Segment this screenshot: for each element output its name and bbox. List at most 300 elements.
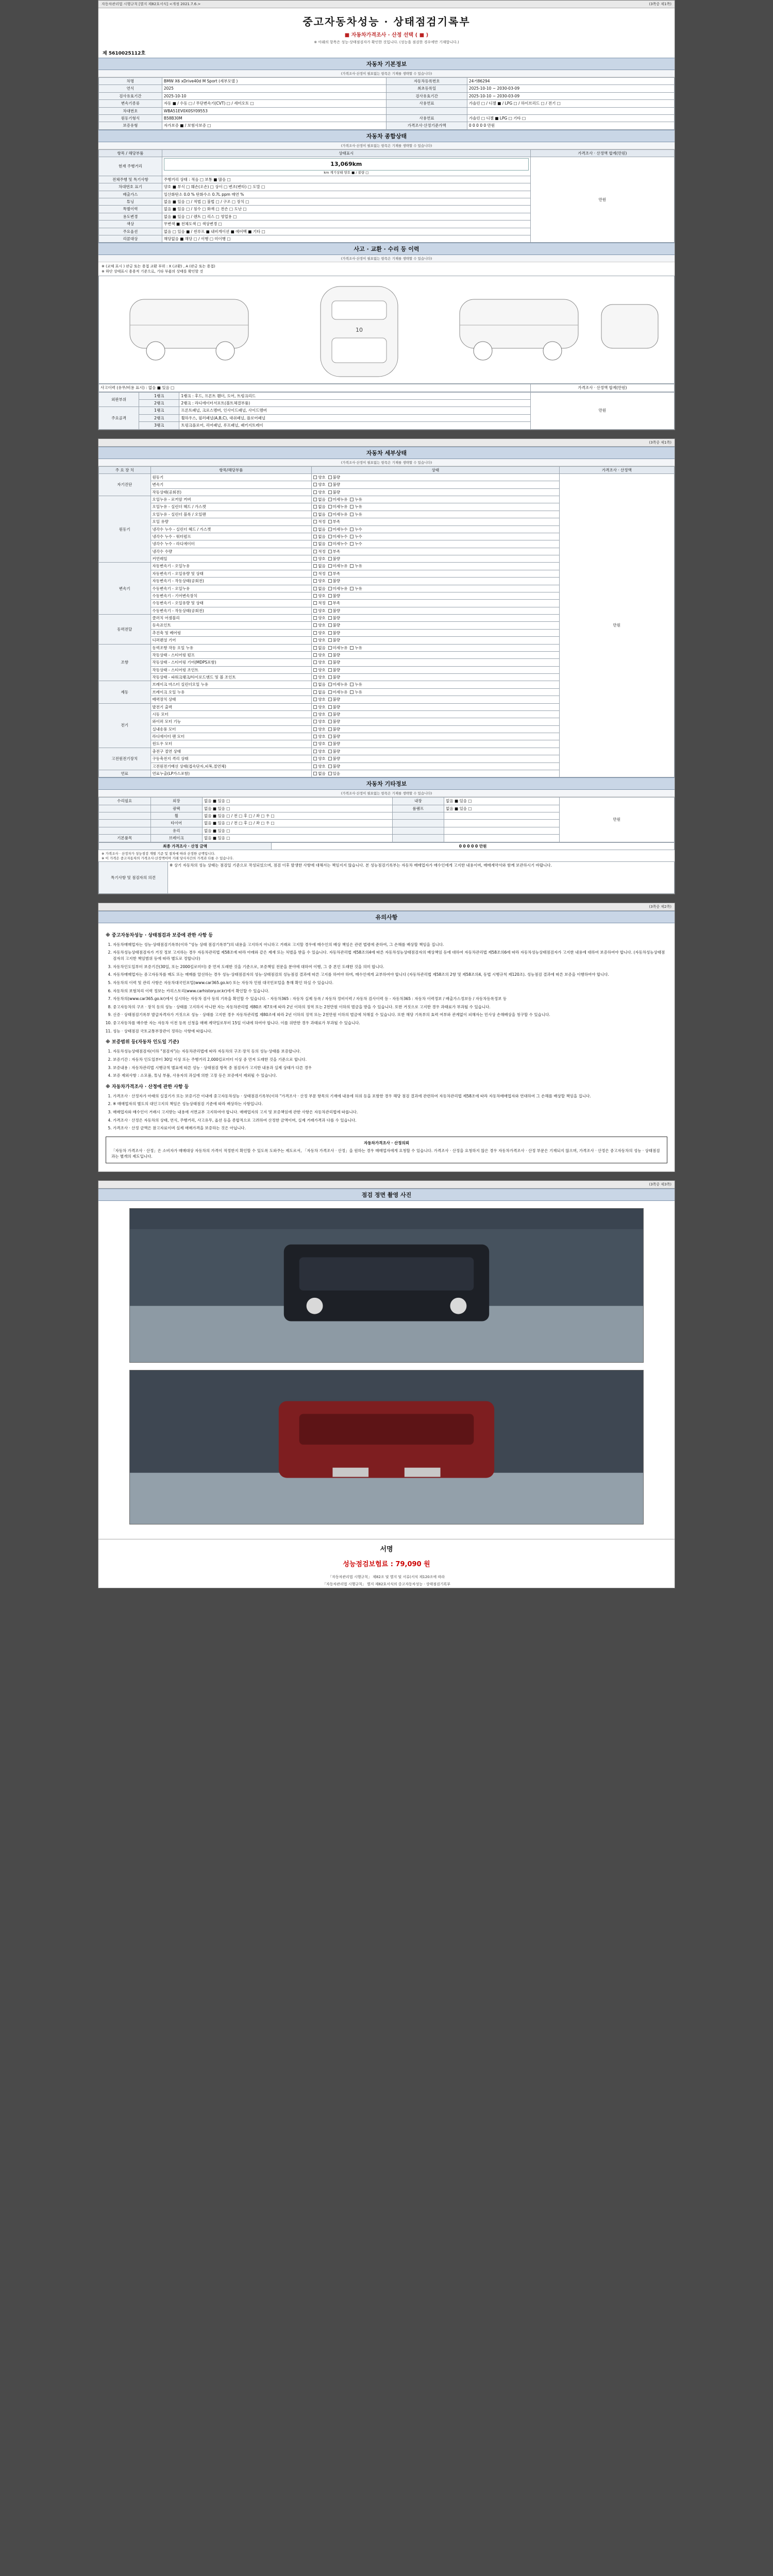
outer-rank1-label: 1랭크 (139, 392, 179, 399)
basic-value2-2: 2025-10-10 ~ 2030-03-09 (467, 92, 674, 99)
checkbox-양호[interactable] (313, 675, 317, 679)
detail-states-2-4: 양호 불량 (312, 592, 559, 599)
checkbox-양호[interactable] (313, 579, 317, 583)
basic-label-0: 차명 (99, 78, 162, 85)
checkbox-없음[interactable] (313, 528, 317, 531)
basic-label2-5: 사용연료 (386, 114, 467, 122)
footer-note-2: 「자동차관리법 시행규칙」 별지 제82호서식의 중고자동차성능 · 상태점검기록부 (322, 1582, 451, 1586)
detail-item-2-4: 수동변속기 - 기어변속장치 (150, 592, 312, 599)
checkbox-부족[interactable] (328, 572, 332, 575)
checkbox-양호[interactable] (313, 750, 317, 753)
checkbox-불량[interactable] (328, 713, 332, 716)
overall-col-state: 상태표시 (162, 149, 530, 157)
checkbox-누수[interactable] (350, 535, 354, 538)
basic-label-2: 검사유효기간 (99, 92, 162, 99)
detail-states-3-1: 양호 불량 (312, 622, 559, 629)
checkbox-있음[interactable] (328, 772, 332, 775)
accident-history-table (98, 384, 675, 392)
total-price-table (98, 842, 675, 850)
checkbox-미세누유[interactable] (328, 505, 332, 509)
overall-label-6: 색상 (99, 221, 162, 228)
detail-states-2-5: 적정 부족 (312, 600, 559, 607)
overall-content-1: 양호 ■ 부식 □ 훼손(오손) □ 상이 □ 변조(변타) □ 도말 □ (162, 183, 530, 191)
vehicle-diagram-svg (99, 276, 675, 383)
detail-states-1-5: 없음 미세누수 누수 (312, 533, 559, 540)
etc-rcontent-2 (444, 812, 559, 820)
checkbox-적정[interactable] (313, 550, 317, 553)
etc-content-2: 없음 ■ 있음 □ / 전 □ 후 □ / 좌 □ 우 □ (203, 812, 393, 820)
diagram-left-side (130, 299, 248, 360)
undercarriage-photo (129, 1370, 644, 1524)
checkbox-미세누수[interactable] (328, 528, 332, 531)
checkbox-누유[interactable] (350, 587, 354, 590)
checkbox-양호[interactable] (313, 490, 317, 494)
detail-states-0-1: 양호 불량 (312, 481, 559, 488)
detail-states-6-2: 양호 불량 (312, 718, 559, 725)
detail-group-7: 고전원전기장치 (99, 748, 151, 770)
detail-group-2: 변속기 (99, 563, 151, 615)
outer-rank2-items: 2랭크 : 라디에이터서포트(볼트체결부품) (179, 400, 530, 407)
footer-note-1: 「자동차관리법 시행규칙」 제82조 및 별지 및 서류(서식 제120조에 따라 (328, 1574, 445, 1579)
overall-label-8: 리콜대상 (99, 235, 162, 242)
basic-value-4: WBA51EV0X0SY09553 (162, 107, 386, 114)
detail-states-7-1: 양호 불량 (312, 755, 559, 762)
etc-rlabel-1: 룸램프 (392, 805, 444, 812)
etc-item-4: 유리 (150, 827, 203, 834)
detail-states-4-2: 양호 불량 (312, 659, 559, 666)
overall-content-4: 없음 ■ 있음 □ / 침수 □ 화재 □ 전손 □ 도난 □ (162, 206, 530, 213)
etc-group-0: 수리필요 (99, 798, 151, 805)
etc-item-1: 광택 (150, 805, 203, 812)
page-1b-header (98, 439, 675, 447)
detail-item-1-3: 오일 유량 (150, 518, 312, 526)
detail-item-1-2: 오일누유 - 실린더 블록 / 오일팬 (150, 511, 312, 518)
checkbox-불량[interactable] (328, 616, 332, 620)
accident-legend (98, 262, 675, 276)
checkbox-미세누유[interactable] (328, 646, 332, 650)
checkbox-양호[interactable] (313, 757, 317, 760)
page-3 (98, 1180, 675, 1588)
list-item: 1. 가격조사 · 산정자가 아래의 실질기가 또는 보증기간 이내에 중고자동차성능 · 상태점검기록부(이하 "가격조사 · 산정 부문 항목의 기재에 내용에 허위 등을 포함한 경우 해당 점검 결과에 관련하여 자동차관리법 제58조에 따라 자동차매매업자와 연대하여 그 손해를 배상할 책임을 집니다. (113, 1093, 667, 1099)
page-number-3: (3쪽중 제3쪽) (649, 1182, 671, 1187)
list-item: 5. 가격조사 · 산정 금액은 참고자료이며 실제 매매가격을 보증하는 것은 아닙니다. (113, 1125, 667, 1131)
checkbox-양호[interactable] (313, 735, 317, 738)
etc-info-table (98, 797, 675, 842)
detail-states-6-0: 양호 불량 (312, 703, 559, 710)
checkbox-누유[interactable] (350, 513, 354, 516)
checkbox-양호[interactable] (313, 660, 317, 664)
detail-states-5-1: 없음 미세누유 누유 (312, 688, 559, 696)
checkbox-없음[interactable] (313, 690, 317, 694)
document-number: 제 5610025112호 (103, 51, 146, 56)
checkbox-불량[interactable] (328, 609, 332, 613)
table-row (99, 122, 675, 129)
overall-content-6: 무변색 ■ 전체도색 □ 색상변경 □ (162, 221, 530, 228)
checkbox-누유[interactable] (350, 564, 354, 568)
section-basic-title: 자동차 기본정보 (98, 58, 675, 70)
front-engine-bay-photo (129, 1208, 644, 1363)
panel-rank-table (98, 392, 675, 430)
total-price-value: 0 0 0 0 0 만원 (272, 842, 675, 850)
checkbox-불량[interactable] (328, 757, 332, 760)
table-row (99, 85, 675, 92)
checkbox-없음[interactable] (313, 542, 317, 546)
detail-states-3-3: 양호 불량 (312, 637, 559, 644)
checkbox-없음[interactable] (313, 772, 317, 775)
accident-history-value: 사고이력 (유무/비용 표시) : 없음 ■ 있음 □ (99, 384, 531, 392)
section-overall-title: 자동차 종합상태 (98, 130, 675, 142)
checkbox-없음[interactable] (313, 587, 317, 590)
checkbox-불량[interactable] (328, 594, 332, 598)
overall-col-item: 항목 / 해당부품 (99, 149, 162, 157)
checkbox-부족[interactable] (328, 520, 332, 523)
checkbox-미세누수[interactable] (328, 542, 332, 546)
detail-item-8-0: 연료누출(LP가스포함) (150, 770, 312, 777)
list-item: 9. 신증 · 상태점검기록부 발급자격자가 거짓으로 성능 · 상태를 고지한 경우 자동차관리법 제80조에 따라 2년 이하의 징역 또는 2천만원 이하의 벌금에 처해질 수 있습니다. 또한 해당 기록부의 효력 여부와 관계없이 피해자는 민사상 손해배상을 청구할 수 있습니다. (113, 1012, 667, 1018)
detail-col-item: 항목/해당부품 (150, 466, 312, 473)
checkbox-없음[interactable] (313, 498, 317, 501)
overall-content-3: 없음 ■ 있음 □ / 적법 □ 불법 □ / 구조 □ 장치 □ (162, 198, 530, 206)
price-survey-notice-title: 자동차가격조사 · 산정의뢰 (364, 1140, 409, 1145)
checkbox-불량[interactable] (328, 631, 332, 635)
checkbox-불량[interactable] (328, 557, 332, 561)
detail-states-1-0: 없음 미세누유 누유 (312, 496, 559, 503)
etc-rlabel-5 (392, 835, 444, 842)
etc-item-2: 휠 (150, 812, 203, 820)
etc-rcontent-1: 없음 ■ 있음 □ (444, 805, 559, 812)
checkbox-양호[interactable] (313, 594, 317, 598)
detail-states-3-2: 양호 불량 (312, 629, 559, 636)
accident-amount-header: 가격조사 · 산정액 합계(만원) (530, 384, 674, 392)
detail-item-6-1: 시동 모터 (150, 710, 312, 718)
accident-legend-1: ※ (교체 표시 ) 판금 또는 용접 교환 부위 : X (교환) , A (판금 또는 용접) (102, 264, 215, 269)
detail-group-8: 연료 (99, 770, 151, 777)
detail-states-1-3: 적정 부족 (312, 518, 559, 526)
detail-item-0-1: 변속기 (150, 481, 312, 488)
checkbox-양호[interactable] (313, 623, 317, 627)
page-number-2: (3쪽중 제2쪽) (649, 904, 671, 909)
checkbox-누유[interactable] (350, 505, 354, 509)
checkbox-불량[interactable] (328, 638, 332, 642)
list-item: 3. 보증내용 : 자동차관리법 시행규칙 별표에 따른 성능 · 상태점검 항목 중 점검자가 고지한 내용과 실제 상태가 다른 경우 (113, 1065, 667, 1071)
detail-item-2-5: 수동변속기 - 오일유량 및 상태 (150, 600, 312, 607)
list-item: 8. 중고자동차의 구조 · 장치 등의 성능 · 상태를 고지하지 아니한 자는 자동차관리법 제80조 제7호에 따라 2년 이하의 징역 또는 2천만원 이하의 벌금을 받을 수 있습니다. 또한 거짓으로 고지한 경우 과태료가 부과될 수 있습니다. (113, 1004, 667, 1010)
checkbox-양호[interactable] (313, 631, 317, 635)
detail-group-4: 조향 (99, 644, 151, 681)
overall-content-0: 주행거리 상태 : 적음 □ 보통 ■ 많음 □ (162, 176, 530, 183)
checkbox-미세누유[interactable] (328, 498, 332, 501)
checkbox-불량[interactable] (328, 735, 332, 738)
overall-state-table (98, 149, 675, 243)
page-2-notes (98, 923, 675, 1172)
overall-label-2: 배출가스 (99, 191, 162, 198)
section-etc-subtitle: (가격조사·산정이 필요없는 항목은 기재를 생략할 수 있습니다) (98, 790, 675, 797)
detail-item-1-1: 오일누유 - 실린더 헤드 / 가스켓 (150, 503, 312, 511)
checkbox-미세누유[interactable] (328, 587, 332, 590)
etc-rcontent-0: 없음 ■ 있음 □ (444, 798, 559, 805)
notes-section-1-title: ※ 중고자동차성능 · 상태점검과 보증에 관한 사항 등 (106, 933, 213, 938)
checkbox-불량[interactable] (328, 705, 332, 709)
checkbox-미세누유[interactable] (328, 690, 332, 694)
checkbox-미세누유[interactable] (328, 564, 332, 568)
detail-item-1-4: 냉각수 누수 - 실린더 헤드 / 가스켓 (150, 526, 312, 533)
etc-content-3: 없음 ■ 있음 □ / 전 □ 후 □ / 좌 □ 우 □ (203, 820, 393, 827)
checkbox-양호[interactable] (313, 727, 317, 731)
section-accident-title: 사고 · 교환 · 수리 등 이력 (98, 243, 675, 255)
detail-item-3-3: 디퍼렌셜 기어 (150, 637, 312, 644)
page-1-header (98, 1, 675, 8)
basic-label2-2: 검사유효기간 (386, 92, 467, 99)
front-engine-bay-photo-graphic (130, 1209, 643, 1362)
checkbox-양호[interactable] (313, 698, 317, 701)
detail-item-4-2: 작동상태 - 스티어링 기어(MDPS포함) (150, 659, 312, 666)
overall-content-5: 없음 ■ 있음 □ / 렌트 □ 리스 □ 영업용 □ (162, 213, 530, 220)
section-basic-subtitle: (가격조사·산정이 필요없는 항목은 기재를 생략할 수 있습니다) (98, 70, 675, 77)
basic-value-2: 2025-10-10 (162, 92, 386, 99)
checkbox-양호[interactable] (313, 638, 317, 642)
section-detail-title: 자동차 세부상태 (98, 447, 675, 459)
etc-item-0: 외장 (150, 798, 203, 805)
list-item: 4. 가격조사 · 산정은 자동차의 상태, 연식, 주행거리, 사고유무, 옵션 등을 종합적으로 고려하여 산정한 금액이며, 실제 거래가격과 다를 수 있습니다. (113, 1117, 667, 1124)
list-item: 5. 자동차의 이력 및 관리 사항은 자동차대국민포털(www.car365.go.kr) 또는 자동차 민원 대국민포털을 통해 확인 하실 수 있습니다. (113, 980, 667, 986)
checkbox-양호[interactable] (313, 653, 317, 657)
checkbox-불량[interactable] (328, 476, 332, 479)
list-item: 3. 자동차인도일부터 보증기간(30일, 또는 2000킬로미터) 중 먼저 도래한 것을 기준으로, 보증책임 전문을 분야에 대하여 이행, 그 중 본인 도래한 것을 의미 합니다. (113, 964, 667, 970)
section-overall-subtitle: (가격조사·산정이 필요없는 항목은 기재를 생략할 수 있습니다) (98, 142, 675, 149)
basic-value2-3: 가솔린 □ / 디젤 ■ / LPG □ / 하이브리드 □ / 전기 □ (467, 100, 674, 107)
checkbox-양호[interactable] (313, 483, 317, 486)
detail-group-0: 자기진단 (99, 473, 151, 496)
detail-item-6-4: 라디에이터 팬 모터 (150, 733, 312, 740)
price-survey-notice-text: 「자동차 가격조사 · 산정」은 소비자가 매매대상 자동차의 가격이 적정한지 확인할 수 있도록 도와주는 제도로서, 「자동차 가격조사 · 산정」을 원하는 경우 매매업자에게 요청할 수 있습니다. 가격조사 · 산정을 요청하지 않은 경우 자동차가격조사 · 산정 부문은 기재되지 않으며, 가격조사 · 산정은 중고자동차의 성능 · 상태점검과는 별개의 제도입니다. (111, 1148, 660, 1159)
main-frame-label: 주요골격 (99, 407, 139, 429)
checkbox-불량[interactable] (328, 727, 332, 731)
detail-state-table (98, 466, 675, 778)
checkbox-미세누유[interactable] (328, 513, 332, 516)
checkbox-없음[interactable] (313, 683, 317, 686)
detail-states-2-1: 적정 부족 (312, 570, 559, 577)
accident-amount-value: 만원 (530, 392, 674, 429)
checkbox-양호[interactable] (313, 609, 317, 613)
detail-group-3: 동력전달 (99, 615, 151, 645)
detail-item-5-2: 배력장치 상태 (150, 696, 312, 703)
checkbox-양호[interactable] (313, 713, 317, 716)
detail-states-5-0: 없음 미세누유 누유 (312, 681, 559, 688)
checkbox-불량[interactable] (328, 490, 332, 494)
detail-amount-cell: 만원 (559, 473, 674, 777)
checkbox-불량[interactable] (328, 668, 332, 672)
detail-item-7-2: 고전원전기배선 상태(접속단자,피복,절연체) (150, 762, 312, 770)
detail-states-1-2: 없음 미세누유 누유 (312, 511, 559, 518)
page-title: 중고자동차성능 · 상태점검기록부 (303, 15, 470, 28)
checkbox-누유[interactable] (350, 498, 354, 501)
checkbox-적정[interactable] (313, 520, 317, 523)
detail-item-1-7: 냉각수 수량 (150, 548, 312, 555)
detail-item-2-3: 수동변속기 - 오일누유 (150, 585, 312, 592)
detail-item-6-3: 실내송풍 모터 (150, 725, 312, 733)
page-3-header (98, 1181, 675, 1189)
outer-panel-label: 외판부위 (99, 392, 139, 407)
checkbox-불량[interactable] (328, 675, 332, 679)
checkbox-불량[interactable] (328, 579, 332, 583)
basic-value2-1: 2025-10-10 ~ 2030-03-09 (467, 85, 674, 92)
checkbox-불량[interactable] (328, 765, 332, 768)
main-rank2-label: 2랭크 (139, 414, 179, 421)
page-2-header (98, 903, 675, 911)
etc-group-4 (99, 827, 151, 834)
notes-section-3-title: ※ 자동차가격조사 · 산정에 관한 사항 등 (106, 1084, 189, 1090)
detail-item-1-0: 오일누유 - 로커암 커버 (150, 496, 312, 503)
main-rank1-label: 1랭크 (139, 407, 179, 414)
overall-content-8: 해당없음 ■ 해당 □ / 이행 □ 미이행 □ (162, 235, 530, 242)
detail-item-4-1: 작동상태 - 스티어링 펌프 (150, 651, 312, 658)
checkbox-누수[interactable] (350, 528, 354, 531)
detail-item-1-5: 냉각수 누수 - 워터펌프 (150, 533, 312, 540)
signature-title: 서명 (98, 1539, 675, 1557)
list-item: 2. 자동차성능상태점검자가 거짓 정보 고지하는 경우 자동차관리법 제58조에 따라 아래와 같은 제재 또는 처벌을 받을 수 있습니다. 자동차관리법 제58조의4에 따른 자동차성능상태점검자의 배상책임 등에 대하여 자동차관리법 제58조의6에 따라 자동차성능상태점검자가 고지한 내용에 대하여 보증하여야 합니다. (자동차성능상태점검자의 고지한 책임범위 등에 따라 별도로 정합니다) (113, 950, 667, 961)
detail-item-0-2: 작동상태(공회전) (150, 488, 312, 496)
main-rank2-items: 휠하우스, 필러패널(A,B,C), 대쉬패널, 플로어패널 (179, 414, 530, 421)
detail-item-0-0: 원동기 (150, 473, 312, 481)
checkbox-양호[interactable] (313, 705, 317, 709)
overall-label-0: 전체주행 및 특기사항 (99, 176, 162, 183)
basic-label2-3: 사용연료 (386, 100, 467, 107)
etc-item-5: 브레이크 (150, 835, 203, 842)
checkbox-불량[interactable] (328, 720, 332, 723)
accident-legend-2: ※ 하단 상태표시 용용적 기준으로, 기타 부품의 상태를 확인할 것 (102, 269, 204, 274)
page-number-1b: (3쪽중 제1쪽) (649, 440, 671, 445)
etc-rlabel-2 (392, 812, 444, 820)
checkbox-미세누수[interactable] (328, 535, 332, 538)
detail-group-6: 전기 (99, 703, 151, 748)
checkbox-없음[interactable] (313, 535, 317, 538)
price-survey-notice-box (106, 1137, 667, 1163)
checkbox-누유[interactable] (350, 683, 354, 686)
checkbox-부족[interactable] (328, 601, 332, 605)
detail-states-7-0: 양호 불량 (312, 748, 559, 755)
detail-states-8-0: 없음 있음 (312, 770, 559, 777)
notes-section-2-title: ※ 보증범위 등(자동차 인도일 기준) (106, 1040, 179, 1045)
checkbox-없음[interactable] (313, 646, 317, 650)
detail-states-2-6: 양호 불량 (312, 607, 559, 614)
checkbox-불량[interactable] (328, 742, 332, 745)
checkbox-적정[interactable] (313, 601, 317, 605)
table-row (99, 92, 675, 99)
detail-item-1-8: 커먼레일 (150, 555, 312, 563)
checkbox-없음[interactable] (313, 513, 317, 516)
detail-item-4-4: 작동상태 - 파워크랭크/타이로드엔드 및 볼 조인트 (150, 674, 312, 681)
checkbox-부족[interactable] (328, 550, 332, 553)
detail-states-6-5: 양호 불량 (312, 740, 559, 748)
detail-states-1-1: 없음 미세누유 누유 (312, 503, 559, 511)
checkbox-불량[interactable] (328, 660, 332, 664)
detail-states-1-6: 없음 미세누수 누수 (312, 540, 559, 548)
detail-item-3-2: 추진축 및 베어링 (150, 629, 312, 636)
etc-group-3 (99, 820, 151, 827)
list-item: 11. 성능 · 상태점검 국토교통부장관이 정하는 사항에 따릅니다. (113, 1028, 667, 1035)
checkbox-누수[interactable] (350, 542, 354, 546)
special-notes-label: 특기사항 및 점검자의 의견 (99, 861, 168, 893)
etc-group-1 (99, 805, 151, 812)
total-price-label: 최종 가격조사 · 산정 금액 (99, 842, 272, 850)
detail-item-2-1: 자동변속기 - 오일유량 및 상태 (150, 570, 312, 577)
etc-content-1: 없음 ■ 있음 □ (203, 805, 393, 812)
mileage-row (99, 157, 675, 176)
table-row (99, 107, 675, 114)
overall-label-5: 용도변경 (99, 213, 162, 220)
checkbox-불량[interactable] (328, 623, 332, 627)
overall-content-2: 일산화탄소 0.0 % 탄화수소 0.7L ppm 매연 % (162, 191, 530, 198)
detail-item-2-0: 자동변속기 - 오일누유 (150, 563, 312, 570)
detail-col-group: 주 요 장 치 (99, 466, 151, 473)
detail-states-0-2: 양호 불량 (312, 488, 559, 496)
basic-value2-6: 0 0 0 0 0 만원 (467, 122, 674, 129)
etc-rlabel-0: 내장 (392, 798, 444, 805)
detail-col-state: 상태 (312, 466, 559, 473)
overall-label-7: 주요옵션 (99, 228, 162, 235)
checkbox-없음[interactable] (313, 564, 317, 568)
total-note-1: ※ 가격조사 · 산정자가 성능점검 개별 기준 및 절차에 따라 산정한 금액입니다. (102, 851, 215, 856)
detail-states-2-2: 양호 불량 (312, 578, 559, 585)
basic-label2-1: 최초등록일 (386, 85, 467, 92)
undercarriage-photo-graphic (130, 1370, 643, 1524)
list-item: 7. 자동차의(www.car365.go.kr)에서 실시하는 자동차 검사 등의 기록을 확인할 수 있습니다. - 자동차365 : 자동차 실제 등록 / 자동차 정비이력 / 자동차 검사이력 등 - 자동차365 : 자동차 이력정보 / 배출가스정보등 / 자동차등록정보 등 (113, 996, 667, 1002)
page-number-1: (3쪽중 제1쪽) (649, 2, 671, 6)
etc-content-0: 없음 ■ 있음 □ (203, 798, 393, 805)
document-description: ※ 아래의 항목은 성능·상태점검자가 확인한 것입니다. (성능을 점검한 경우에만 기재합니다.) (314, 40, 459, 44)
checkbox-불량[interactable] (328, 698, 332, 701)
checkbox-양호[interactable] (313, 668, 317, 672)
detail-item-7-1: 구동축전지 격리 상태 (150, 755, 312, 762)
diagram-right-side (460, 299, 578, 360)
checkbox-누유[interactable] (350, 646, 354, 650)
etc-item-3: 타이어 (150, 820, 203, 827)
checkbox-양호[interactable] (313, 616, 317, 620)
mileage-note: km 계기상태 양호 ■ / 불량 □ (324, 170, 369, 175)
main-rank3-items: 트렁크플로어, 리어패널, 루프패널, 패키지트레이 (179, 422, 530, 429)
checkbox-불량[interactable] (328, 653, 332, 657)
detail-states-6-4: 양호 불량 (312, 733, 559, 740)
detail-states-3-0: 양호 불량 (312, 615, 559, 622)
checkbox-양호[interactable] (313, 720, 317, 723)
document-subtitle: ■ 자동차가격조사 · 산정 선택 ( ■ ) (344, 32, 429, 38)
detail-group-1: 원동기 (99, 496, 151, 563)
table-row (99, 100, 675, 107)
checkbox-불량[interactable] (328, 750, 332, 753)
checkbox-양호[interactable] (313, 476, 317, 479)
checkbox-누유[interactable] (350, 690, 354, 694)
checkbox-적정[interactable] (313, 572, 317, 575)
page-1 (98, 0, 675, 430)
basic-value-0: BMW X6 xDrive40d M Sport (세부모델 ) (162, 78, 386, 85)
checkbox-양호[interactable] (313, 557, 317, 561)
etc-rcontent-4 (444, 827, 559, 834)
etc-content-4: 없음 ■ 있음 □ (203, 827, 393, 834)
checkbox-불량[interactable] (328, 483, 332, 486)
checkbox-양호[interactable] (313, 765, 317, 768)
basic-value-5: B58B30M (162, 114, 386, 122)
basic-info-table (98, 77, 675, 130)
page-3-title: 점검 정면 촬영 사진 (98, 1189, 675, 1201)
etc-rcontent-3 (444, 820, 559, 827)
checkbox-양호[interactable] (313, 742, 317, 745)
checkbox-미세누유[interactable] (328, 683, 332, 686)
detail-item-4-0: 동력조향 작동 오일 누유 (150, 644, 312, 651)
checkbox-없음[interactable] (313, 505, 317, 509)
detail-states-4-1: 양호 불량 (312, 651, 559, 658)
detail-states-1-7: 적정 부족 (312, 548, 559, 555)
list-item: 2. 보증기간 : 자동차 인도일부터 30일 이상 또는 주행거리 2,000킬로미터 이상 중 먼저 도래한 것을 기준으로 합니다. (113, 1057, 667, 1063)
